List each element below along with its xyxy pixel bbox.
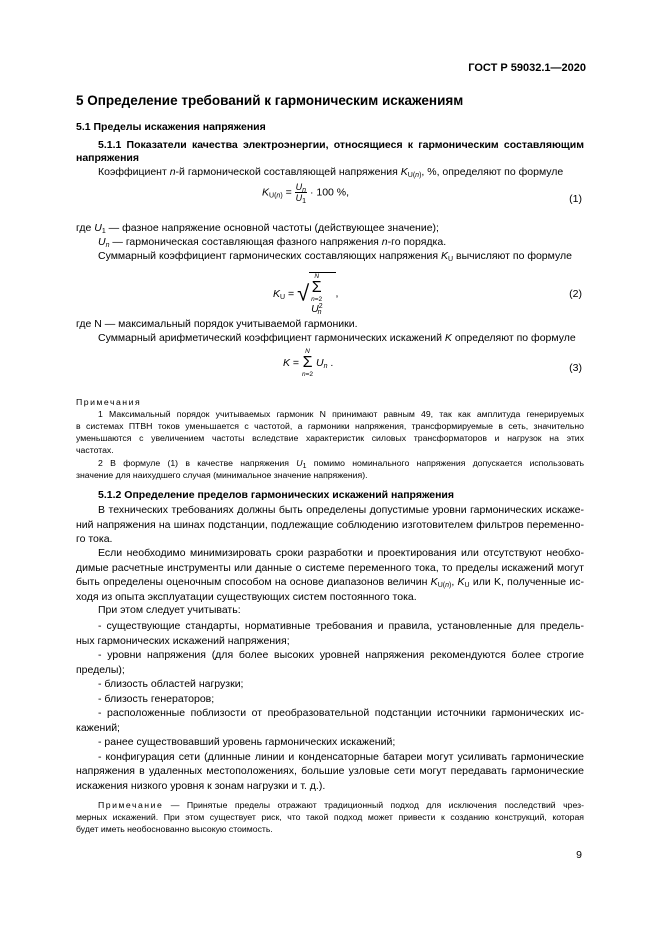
formula-2: $K_U = √N$ Σ n=2 $U^2_n$, — [273, 273, 339, 316]
clause-512-title: 5.1.2 Определение пределов гармонических искажений напряжения — [98, 489, 455, 501]
clause-511-title — [76, 139, 584, 165]
where-u1: где $U_1$ — фазное напряжение основной частоты (действующее значение); — [76, 222, 439, 235]
page-number: 9 — [576, 849, 582, 861]
list-item: - близость генераторов; — [98, 692, 215, 705]
standard-header: ГОСТ Р 59032.1—2020 — [468, 62, 586, 74]
notes-title: Примечания — [76, 397, 142, 407]
clause-512-paragraph-1: В технических требованиях должны быть определены допустимые уровни гармонических искаже- ний напряжения на шинах подстанции, подлежащие соблюдению изготовителем фильтров переменно- го тока. — [76, 504, 584, 545]
clause-512-paragraph-2: Если необходимо минимизировать сроки разработки и проектирования или отсутствуют необхо- димые расчетные инструменты или данные о системе переменного тока, то пределы искажений могут быть определены оценочным способом на основе диапазонов величин $K_{U(n)}$, $K_U$ или K, полученные ис- ходя из опыта эксплуатации существующих систем постоянного тока. — [76, 547, 585, 603]
paragraph-k-intro: Суммарный арифметический коэффициент гармонических искажений K определяют по формуле — [98, 332, 576, 344]
where-un: $U_n$ — гармоническая составляющая фазного напряжения n-го порядка. — [98, 236, 447, 249]
note-1: 1 Максимальный порядок учитываемых гармоник N принимают равным 49, так как амплитуда генерируемых в системах ПТВН токов уменьшается с частотой, а гармоники напряжения, трансформируемые в сеть, значительно уменьшаются с увеличением частоты вследствие характеристик силовых трансформаторов и нагрузок на этих частотах. — [76, 409, 584, 455]
subsection-title: 5.1 Пределы искажения напряжения — [76, 121, 266, 133]
formula-3-number: (3) — [569, 362, 582, 374]
list-item: - конфигурация сети (длинные линии и конденсаторные батареи могут усиливать гармонические — [98, 750, 584, 763]
list-item: - близость областей нагрузки; — [98, 678, 244, 690]
list-item: - расположенные поблизости от преобразовательной подстанции источники гармонических ис- — [98, 707, 584, 719]
clause-512-paragraph-3: При этом следует учитывать: — [98, 604, 241, 616]
formula-1-number: (1) — [569, 193, 582, 205]
formula-3: K = N Σ n=2 $U_n$ . — [283, 348, 334, 378]
formula-1: $K_{U(n)}$ = $\frac{U_n}{U_1}$ · 100 %, — [262, 182, 350, 205]
list-item: - уровни напряжения (для более высоких уровней напряжения рекомендуются более строгие — [98, 649, 584, 661]
clause-511-title-line1: 5.1.1 Показатели качества электроэнергии, относящиеся к гармоническим составляющим — [98, 139, 584, 151]
consideration-list: - существующие стандарты, нормативные требования и правила, установленные для предель- ных гармонических искажений напряжения; - уровни напряжения (для более высоких уровней напряжения рекомендуются более строгие пределы); - близость областей нагрузки; - близость генераторов; - расположенные поблизости от преобразовательной подстанции источники гармонических ис- кажений; - ранее существовавший уровень гармонических искажений; - конфигурация сети (длинные линии и конденсаторные батареи могут усиливать гармонические напряжения в удаленных местоположениях, большие узловые сети могут передавать гармонические искажения низкого уровня к зонам нагрузки и т. д.). — [76, 620, 584, 792]
section-title: 5 Определение требований к гармоническим искажениям — [76, 93, 464, 108]
clause-511-title-line2: напряжения — [76, 152, 139, 164]
fraction-un-u1: $\frac{U_n}{U_1}$ — [295, 182, 307, 205]
where-n: где N — максимальный порядок учитываемой гармоники. — [76, 318, 358, 330]
paragraph-kun-intro: Коэффициент n-й гармонической составляющей напряжения $K_{U(n)}$, %, определяют по формуле — [98, 166, 564, 179]
list-item: - существующие стандарты, нормативные требования и правила, установленные для предель- — [98, 620, 584, 632]
note-2: 2 В формуле (1) в качестве напряжения $U_1$ помимо номинального напряжения допускается использовать значение для наихудшего случая (минимальное значение напряжения). — [76, 458, 584, 480]
formula-2-number: (2) — [569, 288, 582, 300]
final-note: Примечание — Принятые пределы отражают традиционный подход для исключения последствий чрез- мерных искажений. При этом существует риск, что такой подход может привести к созданию конструкций, которая будет иметь необоснованно высокую стоимость. — [76, 800, 584, 834]
list-item: - ранее существовавший уровень гармонических искажений; — [98, 736, 396, 748]
paragraph-ku-intro: Суммарный коэффициент гармонических составляющих напряжения $K_U$ вычисляют по формуле — [98, 250, 572, 263]
